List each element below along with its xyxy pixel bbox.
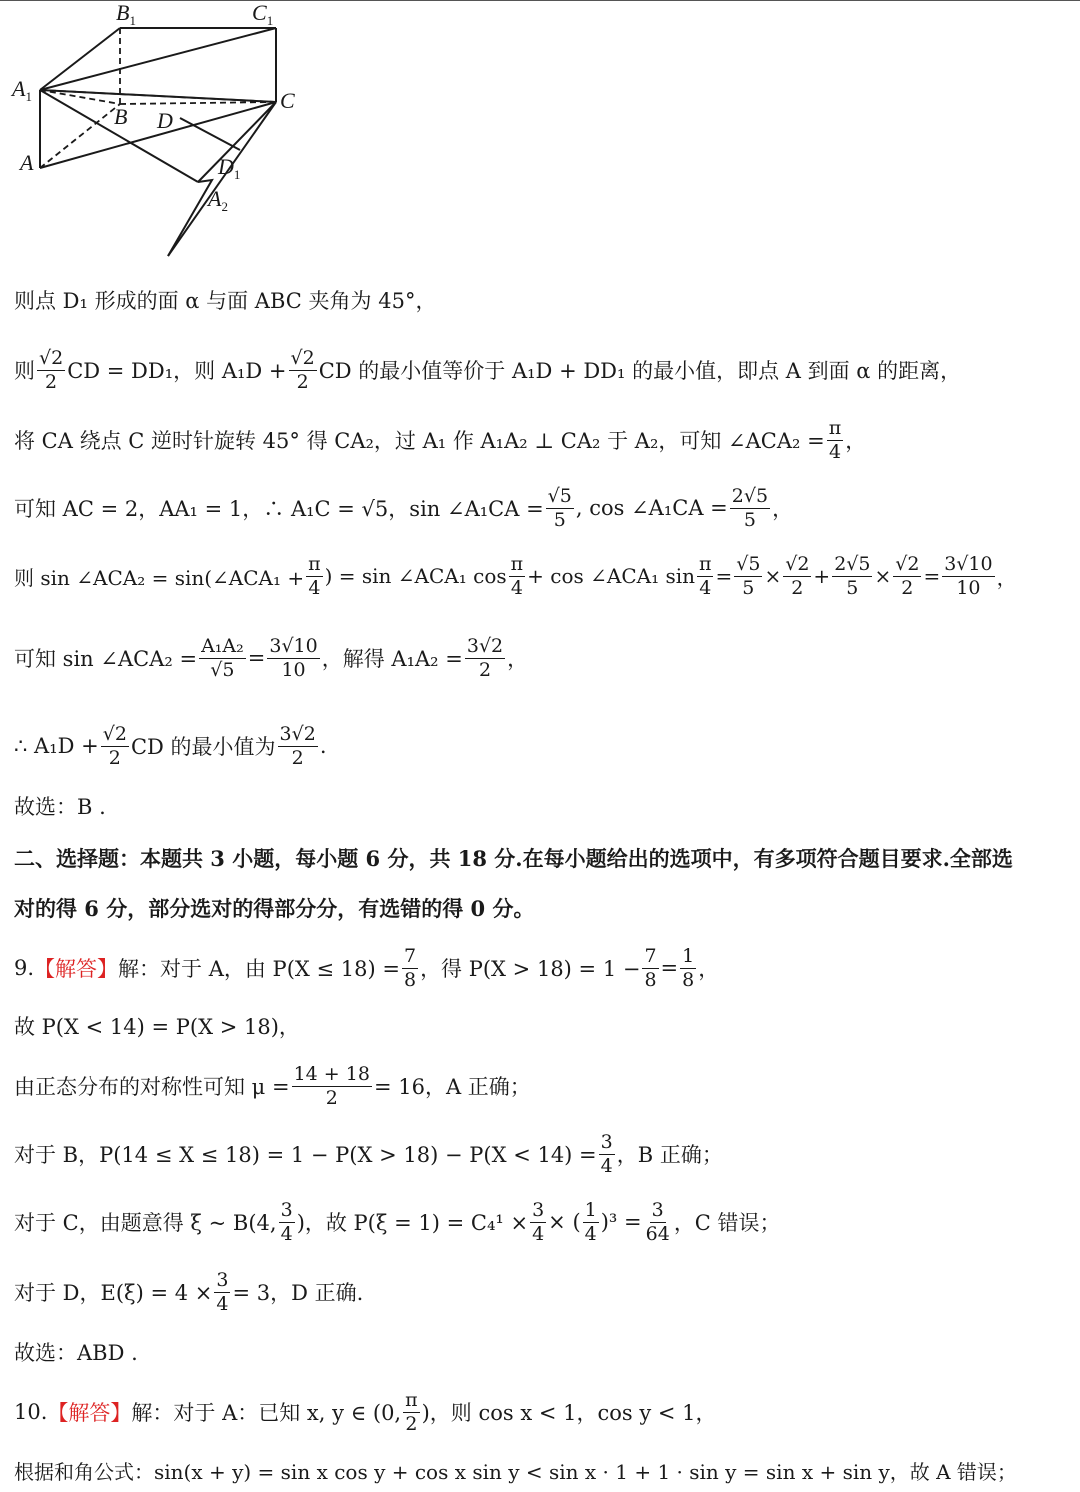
line-q9-mu bbox=[14, 1058, 1070, 1114]
line-answer-8 bbox=[14, 790, 1070, 822]
line-text: ， bbox=[996, 565, 1017, 590]
line-solve-a1a2 bbox=[14, 628, 1070, 688]
line-text: CD 的最小值为 bbox=[130, 735, 276, 759]
label-b: B bbox=[114, 104, 128, 129]
fraction: $\frac{3}{4}$ bbox=[532, 1198, 545, 1245]
fraction: $\frac{\pi}{4}$ bbox=[828, 416, 842, 463]
label-a2: $A_2$ bbox=[208, 186, 228, 214]
answer-tag: 【解答】 bbox=[34, 957, 119, 981]
line-text: 则 sin ∠ACA₂ = sin(∠ACA₁ + bbox=[14, 565, 305, 590]
line-text: CD 的最小值等价于 A₁D + DD₁ 的最小值，即点 A 到面 α 的距离， bbox=[318, 359, 962, 383]
line-text: 对于 B，P(14 ≤ X ≤ 18) = 1 − P(X > 18) − P(X < 14) = bbox=[14, 1143, 597, 1167]
label-c1: $C_1$ bbox=[252, 0, 274, 28]
line-text: + cos ∠ACA₁ sin bbox=[527, 564, 695, 588]
line-lengths bbox=[14, 480, 1070, 536]
question-number: 10. bbox=[14, 1400, 48, 1424]
edge-b-c-dashed bbox=[120, 102, 276, 104]
line-text: 对的得 6 分，部分选对的得部分分，有选错的得 0 分。 bbox=[14, 896, 535, 921]
fraction: $\frac{3}{4}$ bbox=[216, 1268, 229, 1315]
line-text: × bbox=[764, 564, 782, 588]
fraction: $\frac{\pi}{4}$ bbox=[698, 552, 712, 599]
label-d: D bbox=[157, 108, 173, 133]
line-text: , cos ∠A₁CA = bbox=[575, 496, 728, 520]
fraction: $\frac{1}{4}$ bbox=[584, 1198, 597, 1245]
line-text: 则点 D₁ 形成的面 α 与面 ABC 夹角为 45°， bbox=[14, 289, 437, 313]
fraction: $\frac{\text{A₁A₂}}{√5}$ bbox=[201, 634, 244, 681]
line-text: )³ = bbox=[600, 1210, 642, 1234]
line-text: 解：对于 A，由 P(X ≤ 18) = bbox=[118, 957, 400, 981]
line-text: 对于 C，由题意得 ξ ~ B(4, bbox=[14, 1211, 277, 1235]
fraction: $\frac{7}{8}$ bbox=[644, 944, 657, 991]
fraction: $\frac{14 + 18}{2}$ bbox=[293, 1062, 370, 1109]
fraction: $\frac{√2}{2}$ bbox=[39, 346, 64, 393]
line-text: 将 CA 绕点 C 逆时针旋转 45° 得 CA₂，过 A₁ 作 A₁A₂ ⊥ CA₂ 于 A₂，可知 ∠ACA₂ = bbox=[14, 429, 825, 453]
line-text: ) = sin ∠ACA₁ cos bbox=[324, 564, 507, 588]
fraction: $\frac{√2}{2}$ bbox=[895, 552, 920, 599]
line-q9-a bbox=[14, 940, 1070, 996]
line-text: CD = DD₁，则 A₁D + bbox=[67, 359, 287, 383]
fraction: $\frac{√2}{2}$ bbox=[290, 346, 315, 393]
line-text: . bbox=[319, 734, 327, 758]
fraction: $\frac{\pi}{4}$ bbox=[308, 552, 321, 599]
line-q9-d bbox=[14, 1264, 1070, 1320]
line-text: ，得 P(X > 18) = 1 − bbox=[420, 957, 641, 981]
fraction: $\frac{\pi}{2}$ bbox=[405, 1388, 418, 1435]
answer-tag: 【解答】 bbox=[47, 1401, 132, 1425]
line-text: ， bbox=[845, 429, 867, 453]
label-b1: $B_1$ bbox=[116, 0, 136, 28]
fraction: $\frac{2√5}{5}$ bbox=[834, 552, 871, 599]
label-a1: $A_1$ bbox=[12, 76, 32, 104]
fraction: $\frac{3}{64}$ bbox=[645, 1198, 670, 1245]
fraction: $\frac{3}{4}$ bbox=[600, 1130, 613, 1177]
line-text: )，则 cos x < 1，cos y < 1， bbox=[421, 1401, 717, 1425]
fraction: $\frac{3√2}{2}$ bbox=[466, 634, 504, 681]
edge-a1-c1 bbox=[40, 28, 276, 90]
label-d1: $D_1$ bbox=[218, 154, 241, 182]
line-q9-c bbox=[14, 1194, 1070, 1250]
fraction: $\frac{√2}{2}$ bbox=[102, 722, 127, 769]
edge-d-c-short bbox=[180, 118, 240, 150]
line-text: ， bbox=[507, 647, 529, 671]
line-text: × ( bbox=[548, 1210, 581, 1234]
line-text: = 16，A 正确； bbox=[373, 1075, 531, 1099]
line-text: 则 bbox=[14, 359, 35, 383]
line-q10-sum-formula bbox=[14, 1454, 1070, 1486]
line-text: = 3，D 正确. bbox=[232, 1281, 364, 1305]
fraction: $\frac{7}{8}$ bbox=[403, 944, 417, 991]
edge-a1-b1 bbox=[40, 28, 120, 90]
section-heading-line1 bbox=[14, 842, 1070, 874]
line-rotation bbox=[14, 412, 1070, 468]
edge-c-a2 bbox=[168, 102, 276, 256]
line-text: ，B 正确； bbox=[616, 1143, 723, 1167]
line-plane-angle bbox=[14, 284, 1070, 316]
line-text: )，故 P(ξ = 1) = C₄¹ × bbox=[296, 1211, 529, 1235]
fraction: $\frac{√5}{5}$ bbox=[547, 484, 572, 531]
line-text: 故 P(X < 14) = P(X > 18)， bbox=[14, 1015, 300, 1039]
line-text: 解：对于 A：已知 x, y ∈ (0, bbox=[131, 1401, 402, 1425]
fraction: $\frac{\pi}{4}$ bbox=[510, 552, 524, 599]
fraction: $\frac{√5}{5}$ bbox=[736, 552, 761, 599]
line-text: + bbox=[813, 564, 831, 588]
line-text: 故选：B . bbox=[14, 795, 106, 819]
line-text: ，C 错误； bbox=[673, 1211, 781, 1235]
fraction: $\frac{3√10}{10}$ bbox=[944, 552, 993, 599]
label-a: A bbox=[20, 150, 34, 175]
fraction: $\frac{3√2}{2}$ bbox=[279, 722, 316, 769]
line-text: 可知 AC = 2，AA₁ = 1，∴ A₁C = √5，sin ∠A₁CA = bbox=[14, 497, 544, 521]
line-text: ， bbox=[772, 497, 794, 521]
line-text: 故选：ABD . bbox=[14, 1341, 138, 1365]
edge-d1-a2 bbox=[168, 180, 212, 256]
fraction: $\frac{√2}{2}$ bbox=[785, 552, 810, 599]
line-text: 由正态分布的对称性可知 μ = bbox=[14, 1075, 290, 1099]
line-text: 对于 D，E(ξ) = 4 × bbox=[14, 1281, 213, 1305]
fraction: $\frac{1}{8}$ bbox=[682, 944, 695, 991]
line-text: 二、选择题：本题共 3 小题，每小题 6 分，共 18 分.在每小题给出的选项中，有多项符合题目要求.全部选 bbox=[14, 846, 1013, 871]
line-text: ，解得 A₁A₂ = bbox=[321, 647, 463, 671]
line-sine-sum bbox=[14, 548, 1070, 604]
line-text: × bbox=[874, 564, 892, 588]
line-text: 可知 sin ∠ACA₂ = bbox=[14, 647, 198, 671]
line-text: ∴ A₁D + bbox=[14, 734, 99, 758]
prism-figure bbox=[0, 0, 320, 265]
fraction: $\frac{3√10}{10}$ bbox=[269, 634, 318, 681]
line-equivalence bbox=[14, 342, 1070, 398]
label-c: C bbox=[280, 88, 295, 113]
line-answer-9 bbox=[14, 1336, 1070, 1368]
line-text: = bbox=[660, 956, 679, 980]
line-q9-b bbox=[14, 1126, 1070, 1182]
question-number: 9. bbox=[14, 956, 35, 980]
line-text: = bbox=[247, 646, 266, 670]
line-text: = bbox=[923, 564, 941, 588]
line-q9-symmetry bbox=[14, 1010, 1070, 1042]
line-text: ， bbox=[698, 957, 720, 981]
section-heading-line2 bbox=[14, 892, 1070, 924]
line-minimum bbox=[14, 716, 1070, 776]
line-text: = bbox=[715, 564, 733, 588]
line-q10-a bbox=[14, 1384, 1070, 1440]
fraction: $\frac{3}{4}$ bbox=[280, 1198, 293, 1245]
line-text: 根据和角公式：sin(x + y) = sin x cos y + cos x sin y < sin x · 1 + 1 · sin y = sin x + sin y，故 A 错误； bbox=[14, 1459, 1017, 1484]
fraction: $\frac{2√5}{5}$ bbox=[731, 484, 769, 531]
